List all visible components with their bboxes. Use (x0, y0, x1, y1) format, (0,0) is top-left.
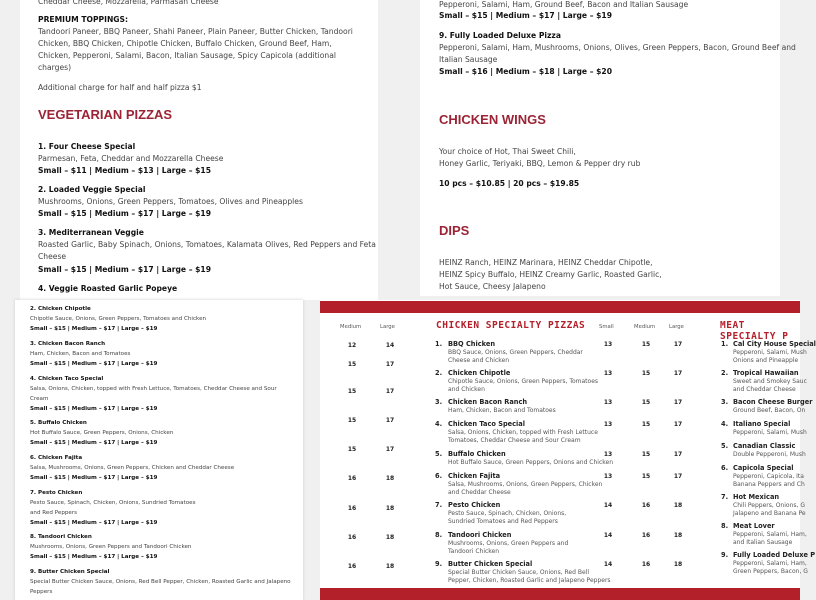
meat-item-description: Sweet and Smokey Sauc (733, 378, 807, 385)
chicken-item-name: Chicken Chipotle (448, 369, 511, 377)
item-number: 4. (721, 420, 729, 428)
dips-heading: DIPS (439, 223, 470, 238)
menu-text-bold: 4. Chicken Taco Special (30, 376, 104, 382)
price-cell: 17 (385, 388, 395, 395)
chicken-item-description: Hot Buffalo Sauce, Green Peppers, Onions and Chicken (448, 459, 614, 466)
chicken-item-description: and Chicken (448, 386, 485, 393)
meat-item-description: Pepperoni, Capicola, Ita (733, 473, 804, 480)
price-cell: 16 (347, 475, 357, 482)
menu-text-bold: 9. Butter Chicken Special (30, 569, 110, 575)
menu-text: Pepperoni, Salami, Ham, Mushrooms, Onions, Olives, Green Peppers, Bacon, Ground Beef and (439, 43, 796, 52)
menu-text-bold: 2. Loaded Veggie Special (38, 185, 146, 194)
meat-item-description: Pepperoni, Salami, Mush (733, 429, 807, 436)
meat-specialty-heading: MEAT SPECIALTY P (720, 320, 789, 342)
meat-item-description: and Italian Sausage (733, 539, 793, 546)
chicken-item-name: Chicken Taco Special (448, 420, 526, 428)
chicken-item-description: Salsa, Onions, Chicken, topped with Fresh Lettuce (448, 429, 598, 436)
item-number: 6. (435, 472, 443, 480)
meat-item-description: Double Pepperoni, Mush (733, 451, 806, 458)
chicken-item-name: Butter Chicken Special (448, 560, 533, 568)
price-cell: 15 (347, 417, 357, 424)
web-menu-chicken-card (15, 300, 303, 600)
menu-text: Pesto Sauce, Spinach, Chicken, Onions, Sundried Tomatoes (30, 500, 196, 506)
price-cell: 13 (603, 473, 613, 480)
price-cell: 16 (347, 563, 357, 570)
price-cell: 18 (385, 563, 395, 570)
menu-text-bold: Small – $15 | Medium – $17 | Large – $19 (30, 406, 158, 412)
menu-text: Salsa, Mushrooms, Onions, Green Peppers, Chicken and Cheddar Cheese (30, 465, 235, 471)
meat-item-name: Meat Lover (733, 522, 775, 530)
vegetarian-pizzas-heading: VEGETARIAN PIZZAS (38, 107, 173, 122)
price-cell: 18 (385, 505, 395, 512)
price-cell: 16 (641, 502, 651, 509)
chicken-item-description: Pepper, Chicken, Roasted Garlic and Jalapeno Peppers (448, 577, 611, 584)
price-cell: 17 (673, 473, 683, 480)
menu-text: Chicken, BBQ Chicken, Chipotle Chicken, Buffalo Chicken, Ground Beef, Ham, (38, 39, 332, 48)
meat-item-name: Hot Mexican (733, 493, 780, 501)
menu-text: Special Butter Chicken Sauce, Onions, Red Bell Pepper, Chicken, Roasted Garlic and Jalapeno (30, 579, 291, 585)
price-cell: 17 (673, 421, 683, 428)
meat-item-description: and Cheddar Cheese (733, 386, 796, 393)
item-number: 6. (721, 464, 729, 472)
item-number: 9. (435, 560, 443, 568)
meat-item-name: Fully Loaded Deluxe P (733, 551, 816, 559)
price-cell: 15 (641, 341, 651, 348)
price-cell: 15 (347, 361, 357, 368)
chicken-item-description: Mushrooms, Onions, Green Peppers and (448, 540, 569, 547)
chicken-item-description: Cheese and Chicken (448, 357, 510, 364)
price-cell: 13 (603, 399, 613, 406)
item-number: 2. (721, 369, 729, 377)
menu-text-bold: Small – $15 | Medium – $17 | Large – $19 (38, 209, 211, 218)
price-cell: 14 (603, 561, 613, 568)
meat-item-name: Cal City House Special (733, 340, 816, 348)
menu-text: Italian Sausage (439, 55, 498, 64)
price-cell: 13 (603, 421, 613, 428)
item-number: 9. (721, 551, 729, 559)
chicken-specialty-heading: CHICKEN SPECIALTY PIZZAS (436, 320, 586, 331)
size-column-header: Large (669, 324, 684, 330)
menu-text-bold: 7. Pesto Chicken (30, 490, 83, 496)
item-number: 8. (435, 531, 443, 539)
size-column-header: Small (599, 324, 614, 330)
item-number: 3. (721, 398, 729, 406)
menu-text: HEINZ Spicy Buffalo, HEINZ Creamy Garlic, Roasted Garlic, (439, 270, 662, 279)
menu-text: Ham, Chicken, Bacon and Tomatoes (30, 351, 131, 357)
item-number: 4. (435, 420, 443, 428)
price-cell: 15 (347, 446, 357, 453)
item-number: 5. (435, 450, 443, 458)
price-cell: 16 (347, 534, 357, 541)
menu-text-bold: Small – $15 | Medium – $17 | Large – $19 (439, 11, 612, 20)
menu-text: Chipotle Sauce, Onions, Green Peppers, Tomatoes and Chicken (30, 316, 207, 322)
price-cell: 15 (641, 370, 651, 377)
menu-text-bold: Small – $16 | Medium – $18 | Large – $20 (439, 67, 612, 76)
meat-item-name: Capicola Special (733, 464, 794, 472)
size-column-header: Medium (634, 324, 656, 330)
menu-text: charges) (38, 63, 72, 72)
price-cell: 18 (385, 534, 395, 541)
menu-text-bold: 9. Fully Loaded Deluxe Pizza (439, 31, 561, 40)
item-number: 3. (435, 398, 443, 406)
meat-item-description: Pepperoni, Salami, Mush (733, 349, 807, 356)
price-cell: 16 (641, 532, 651, 539)
menu-text-bold: Small – $15 | Medium – $17 | Large – $19 (30, 475, 158, 481)
meat-item-name: Bacon Cheese Burger (733, 398, 813, 406)
meat-item-name: Tropical Hawaiian (733, 369, 799, 377)
price-cell: 16 (347, 505, 357, 512)
price-cell: 14 (603, 502, 613, 509)
bottom-red-band (320, 588, 800, 600)
item-number: 5. (721, 442, 729, 450)
menu-text-bold: Small – $15 | Medium – $17 | Large – $19 (30, 520, 158, 526)
price-cell: 18 (673, 561, 683, 568)
menu-text-bold: 3. Chicken Bacon Ranch (30, 341, 106, 347)
price-cell: 17 (673, 451, 683, 458)
chicken-item-description: Tandoori Chicken (448, 548, 500, 555)
menu-text: Chicken, Pepperoni, Salami, Bacon, Italian Sausage, Spicy Capicola (additional (38, 51, 336, 60)
meat-item-description: Ground Beef, Bacon, On (733, 407, 806, 414)
meat-item-description: Jalapeno and Banana Pe (733, 510, 806, 517)
price-cell: 15 (347, 388, 357, 395)
menu-text-bold: 6. Chicken Fajita (30, 455, 83, 461)
web-menu-wings-dips-card (420, 0, 796, 296)
price-cell: 15 (641, 473, 651, 480)
menu-text-bold: 10 pcs – $10.85 | 20 pcs – $19.85 (439, 179, 580, 188)
menu-text-bold: 4. Veggie Roasted Garlic Popeye (38, 284, 178, 293)
menu-text: Tandoori Paneer, BBQ Paneer, Shahi Paneer, Plain Paneer, Butter Chicken, Tandoori (38, 27, 353, 36)
menu-text: Cheddar Cheese, Mozzarella, Parmasan Cheese (38, 0, 219, 6)
meat-item-name: Italiano Special (733, 420, 791, 428)
menu-text: Salsa, Onions, Chicken, topped with Fresh Lettuce, Tomatoes, Cheddar Cheese and Sour (30, 386, 277, 392)
price-cell: 17 (673, 399, 683, 406)
item-number: 8. (721, 522, 729, 530)
top-red-band (320, 301, 800, 313)
menu-text: and Red Peppers (30, 510, 78, 516)
menu-text: HEINZ Ranch, HEINZ Marinara, HEINZ Cheddar Chipotle, (439, 258, 653, 267)
price-cell: 18 (673, 532, 683, 539)
meat-item-description: Onions and Pineapple (733, 357, 799, 364)
price-cell: 14 (603, 532, 613, 539)
chicken-item-description: BBQ Sauce, Onions, Green Peppers, Cheddar (448, 349, 583, 356)
meat-item-description: Pepperoni, Salami, Ham, (733, 531, 807, 538)
item-number: 7. (721, 493, 729, 501)
chicken-item-description: Sundried Tomatoes and Red Peppers (448, 518, 558, 525)
chicken-item-description: and Cheddar Cheese (448, 489, 511, 496)
price-cell: 17 (385, 361, 395, 368)
menu-text-bold: 3. Mediterranean Veggie (38, 228, 144, 237)
chicken-item-name: Chicken Bacon Ranch (448, 398, 528, 406)
chicken-item-name: Chicken Fajita (448, 472, 501, 480)
price-cell: 16 (641, 561, 651, 568)
menu-text: Mushrooms, Onions, Green Peppers and Tandoori Chicken (30, 544, 192, 550)
price-cell: 17 (385, 417, 395, 424)
price-cell: 18 (385, 475, 395, 482)
price-cell: 17 (385, 446, 395, 453)
menu-text: Roasted Garlic, Baby Spinach, Onions, Tomatoes, Kalamata Olives, Red Peppers and Feta (38, 240, 376, 249)
chicken-wings-heading: CHICKEN WINGS (439, 112, 546, 127)
menu-text: Additional charge for half and half pizza $1 (38, 83, 202, 92)
chicken-item-description: Ham, Chicken, Bacon and Tomatoes (448, 407, 556, 414)
chicken-item-description: Tomatoes, Cheddar Cheese and Sour Cream (448, 437, 581, 444)
meat-item-description: Green Peppers, Bacon, G (733, 568, 808, 575)
menu-text-bold: Small – $15 | Medium – $17 | Large – $19 (30, 440, 158, 446)
menu-text: Pepperoni, Salami, Ham, Ground Beef, Bacon and Italian Sausage (439, 0, 689, 9)
web-menu-vegetarian-card (20, 0, 378, 300)
meat-item-description: Pepperoni, Salami, Ham, (733, 560, 807, 567)
price-cell: 17 (673, 370, 683, 377)
chicken-item-description: Special Butter Chicken Sauce, Onions, Red Bell (448, 569, 589, 576)
chicken-item-name: BBQ Chicken (448, 340, 496, 348)
menu-text-bold: 2. Chicken Chipotle (30, 306, 91, 312)
price-cell: 15 (641, 451, 651, 458)
price-cell: 18 (673, 502, 683, 509)
menu-text-bold: Small – $15 | Medium – $17 | Large – $19 (30, 554, 158, 560)
menu-text-bold: PREMIUM TOPPINGS: (38, 15, 129, 24)
chicken-item-name: Tandoori Chicken (448, 531, 512, 539)
menu-text: Hot Sauce, Cheesy Jalapeno (439, 282, 546, 291)
price-cell: 13 (603, 451, 613, 458)
chicken-item-description: Pesto Sauce, Spinach, Chicken, Onions, (448, 510, 567, 517)
menu-text-bold: Small – $15 | Medium – $17 | Large – $19 (30, 326, 158, 332)
menu-text-bold: Small – $15 | Medium – $17 | Large – $19 (38, 265, 211, 274)
chicken-item-description: Salsa, Mushrooms, Onions, Green Peppers, Chicken (448, 481, 603, 488)
menu-text: Honey Garlic, Teriyaki, BBQ, Lemon & Pepper dry rub (439, 159, 641, 168)
menu-text-bold: Small – $11 | Medium – $13 | Large – $15 (38, 166, 211, 175)
menu-text: Parmesan, Feta, Cheddar and Mozzarella Cheese (38, 154, 224, 163)
meat-item-description: Banana Peppers and Ch (733, 481, 805, 488)
item-number: 7. (435, 501, 443, 509)
item-number: 1. (721, 340, 729, 348)
chicken-item-name: Buffalo Chicken (448, 450, 506, 458)
price-cell: 13 (603, 370, 613, 377)
menu-text-bold: 1. Four Cheese Special (38, 142, 136, 151)
menu-text: Hot Buffalo Sauce, Green Peppers, Onions, Chicken (30, 430, 174, 436)
price-cell: 15 (641, 399, 651, 406)
left-column-header: Medium (340, 324, 362, 330)
chicken-item-description: Chipotle Sauce, Onions, Green Peppers, Tomatoes (448, 378, 599, 385)
meat-item-name: Canadian Classic (733, 442, 796, 450)
chicken-item-name: Pesto Chicken (448, 501, 501, 509)
menu-text-bold: 5. Buffalo Chicken (30, 420, 87, 426)
printed-menu-image (320, 300, 816, 600)
price-cell: 13 (603, 341, 613, 348)
price-cell: 14 (385, 342, 395, 349)
menu-text: Mushrooms, Onions, Green Peppers, Tomatoes, Olives and Pineapples (38, 197, 303, 206)
menu-text: Cream (30, 396, 49, 402)
menu-text: Peppers (30, 589, 53, 595)
item-number: 1. (435, 340, 443, 348)
menu-text: Cheese (38, 252, 67, 261)
item-number: 2. (435, 369, 443, 377)
price-cell: 17 (673, 341, 683, 348)
menu-text: Your choice of Hot, Thai Sweet Chili, (439, 147, 576, 156)
menu-text-bold: Small – $15 | Medium – $17 | Large – $19 (30, 361, 158, 367)
meat-item-description: Chili Peppers, Onions, G (733, 502, 805, 509)
left-column-header: Large (380, 324, 395, 330)
price-cell: 15 (641, 421, 651, 428)
menu-text-bold: 8. Tandoori Chicken (30, 534, 92, 540)
price-cell: 12 (347, 342, 357, 349)
